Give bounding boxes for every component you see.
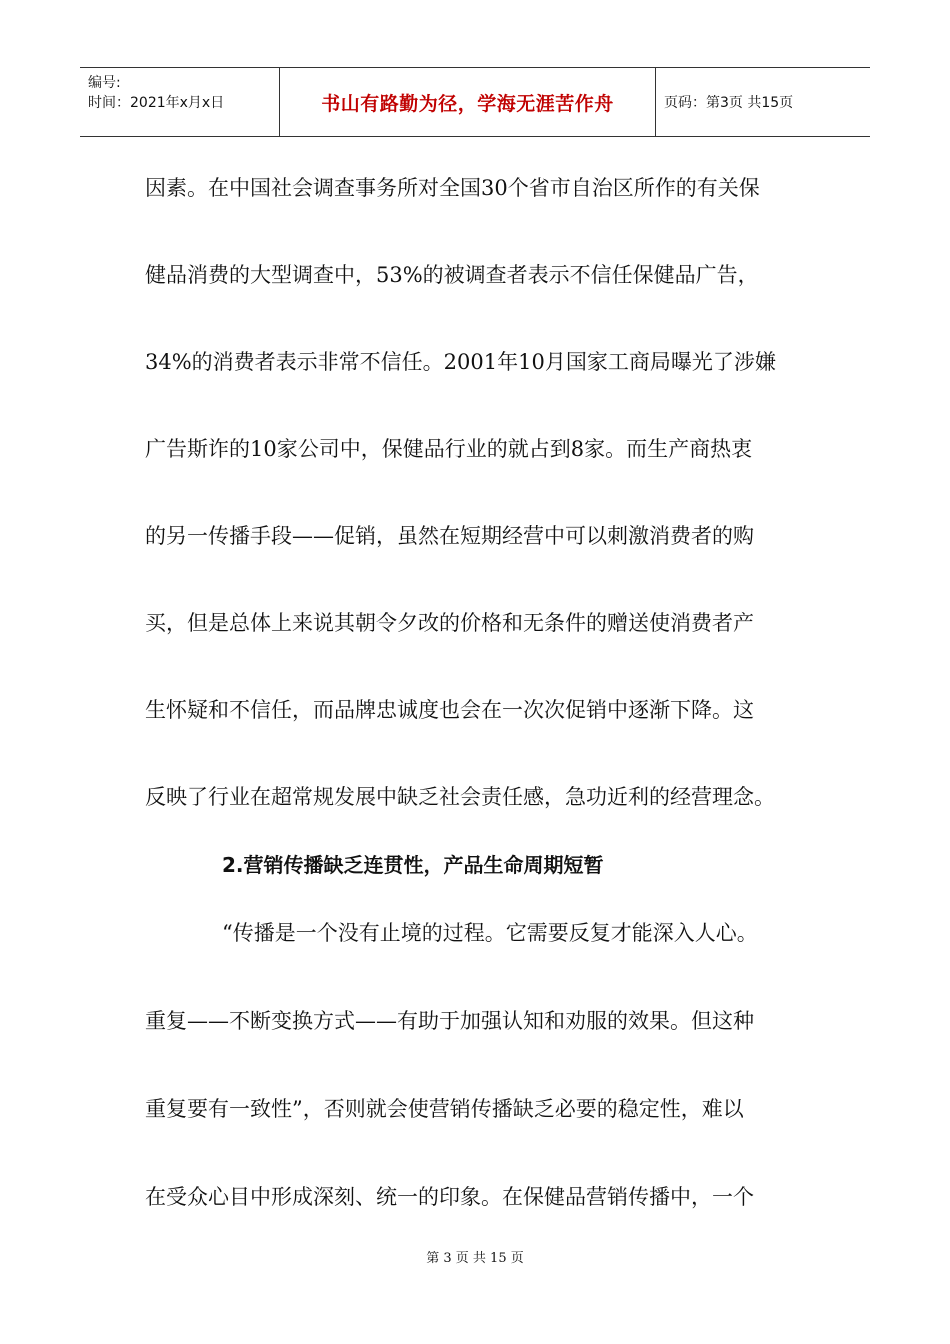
- number-label: 编号:: [88, 75, 121, 91]
- body-line: 生怀疑和不信任，而品牌忠诚度也会在一次次促销中逐渐下降。这: [145, 698, 754, 722]
- body-line: 广告斯诈的10家公司中，保健品行业的就占到8家。而生产商热衷: [145, 437, 753, 461]
- body-line: 反映了行业在超常规发展中缺乏社会责任感，急功近利的经营理念。: [145, 785, 775, 809]
- body-line: 因素。在中国社会调查事务所对全国30个省市自治区所作的有关保: [145, 176, 760, 200]
- body-line: 重复——不断变换方式——有助于加强认知和劝服的效果。但这种: [145, 1009, 754, 1033]
- body-line: 重复要有一致性”，否则就会使营销传播缺乏必要的稳定性，难以: [145, 1097, 744, 1121]
- body-line: 34%的消费者表示非常不信任。2001年10月国家工商局曝光了涉嫌: [145, 350, 776, 374]
- date-label: 时间：2021年x月x日: [88, 95, 225, 111]
- body-line: 买，但是总体上来说其朝令夕改的价格和无条件的赠送使消费者产: [145, 611, 754, 635]
- section-heading: 2.营销传播缺乏连贯性，产品生命周期短暂: [222, 853, 604, 877]
- body-line: 健品消费的大型调查中，53%的被调查者表示不信任保健品广告，: [145, 263, 759, 287]
- quote-line: “传播是一个没有止境的过程。它需要反复才能深入人心。: [222, 921, 758, 945]
- page-header: [80, 67, 870, 137]
- header-motto: 书山有路勤为径，学海无涯苦作舟: [280, 68, 656, 136]
- header-meta: [80, 68, 280, 136]
- body-line: 的另一传播手段——促销，虽然在短期经营中可以刺激消费者的购: [145, 524, 754, 548]
- body-line: 在受众心目中形成深刻、统一的印象。在保健品营销传播中，一个: [145, 1185, 754, 1209]
- header-page-info: 页码：第3页 共15页: [664, 95, 794, 111]
- page-footer: 第 3 页 共 15 页: [426, 1251, 524, 1266]
